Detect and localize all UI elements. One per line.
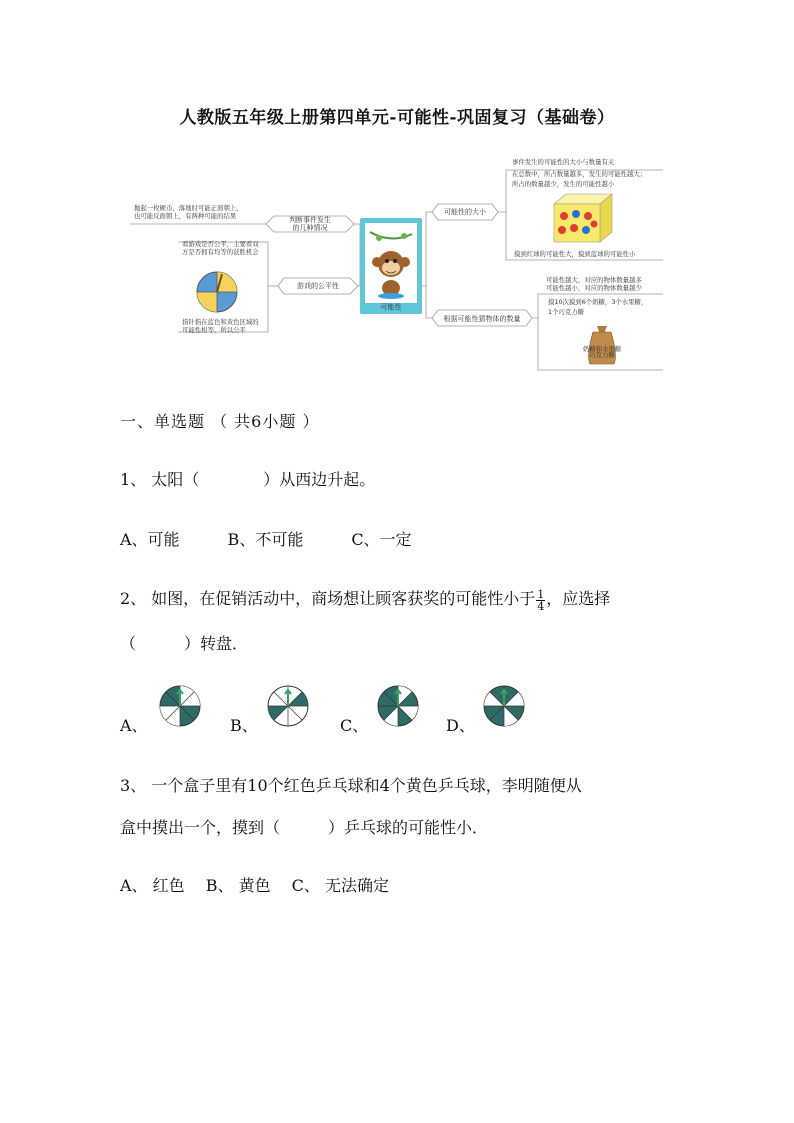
svg-text:也可能反面朝上，有两种可能的结果: 也可能反面朝上，有两种可能的结果 xyxy=(134,212,237,220)
question-3-line2: 盒中摸出一个，摸到（ ）乒乓球的可能性小． xyxy=(120,818,489,837)
candy-bag-icon xyxy=(583,326,622,364)
svg-text:可能性越小，对应的物体数量越少: 可能性越小，对应的物体数量越少 xyxy=(546,284,642,292)
svg-text:游戏的公平性: 游戏的公平性 xyxy=(297,282,339,290)
spinner-icon xyxy=(197,272,237,312)
option-d-label: D、 xyxy=(446,716,475,735)
option-b-label: B、 xyxy=(230,716,258,735)
svg-text:所占的数量越少，发生的可能性越小: 所占的数量越少，发生的可能性越小 xyxy=(512,180,615,188)
svg-text:奶糖和水果糖: 奶糖和水果糖 xyxy=(582,345,622,353)
question-1-options: A、可能 B、不可能 C、一定 xyxy=(120,530,412,549)
wheel-b-icon xyxy=(266,684,310,728)
svg-text:摸到红球的可能性大，摸到蓝球的可能性小: 摸到红球的可能性大，摸到蓝球的可能性小 xyxy=(514,250,636,258)
section-heading: 一、单选题 （ 共6小题 ） xyxy=(120,412,320,431)
ball-box-icon xyxy=(554,194,612,242)
svg-text:方是否拥有均等的获胜机会: 方是否拥有均等的获胜机会 xyxy=(182,248,259,256)
svg-text:根据可能性猜物体的数量: 根据可能性猜物体的数量 xyxy=(443,315,521,323)
question-2-text-after: ，应选择 xyxy=(546,589,611,608)
option-c-label: C、 xyxy=(340,716,369,735)
wheel-a-icon xyxy=(158,684,202,728)
svg-text:判断事件发生: 判断事件发生 xyxy=(289,216,331,224)
page-title: 人教版五年级上册第四单元-可能性-巩固复习（基础卷） xyxy=(179,108,615,128)
option-a-label: A、 xyxy=(120,716,148,735)
svg-text:看游戏是否公平，主要看双: 看游戏是否公平，主要看双 xyxy=(182,240,259,248)
question-2-line2: （ ）转盘． xyxy=(120,634,249,653)
svg-text:可能性越大，对应的物体数量越多: 可能性越大，对应的物体数量越多 xyxy=(546,276,642,284)
question-2-text-before: 2、 如图，在促销活动中，商场想让顾客获奖的可能性小于 xyxy=(120,589,536,608)
svg-text:巧克力糖: 巧克力糖 xyxy=(589,351,615,359)
wheel-c-icon xyxy=(376,684,420,728)
mindmap-center: 可能性 xyxy=(380,303,402,311)
svg-text:可能性的大小: 可能性的大小 xyxy=(444,208,486,216)
question-3-options: A、 红色 B、 黄色 C、 无法确定 xyxy=(120,876,389,895)
svg-text:1个巧克力糖: 1个巧克力糖 xyxy=(548,308,585,316)
question-3-line1: 3、 一个盒子里有10个红色乒乓球和4个黄色乒乓球，李明随便从 xyxy=(120,776,582,795)
svg-text:的几种情况: 的几种情况 xyxy=(292,224,328,232)
question-2-text xyxy=(120,586,610,612)
svg-text:摸10次摸到6个奶糖，3个水果糖，: 摸10次摸到6个奶糖，3个水果糖， xyxy=(548,298,648,306)
svg-text:抛起一枚硬币，落地时可能正面朝上，: 抛起一枚硬币，落地时可能正面朝上， xyxy=(134,204,243,212)
question-1-text: 1、 太阳（ ）从西边升起。 xyxy=(120,470,376,489)
wheel-d-icon xyxy=(482,684,526,728)
svg-text:事件发生的可能性的大小与数量有关: 事件发生的可能性的大小与数量有关 xyxy=(512,158,615,166)
fraction: $\frac{1}{4}$ xyxy=(537,588,545,613)
svg-text:在总数中，所占数量越多，发生的可能性越大；: 在总数中，所占数量越多，发生的可能性越大； xyxy=(512,170,647,178)
mind-map xyxy=(118,156,666,372)
svg-text:指针指在蓝色和黄色区域的: 指针指在蓝色和黄色区域的 xyxy=(182,318,259,326)
svg-text:可能性相等，所以公平: 可能性相等，所以公平 xyxy=(182,326,246,334)
